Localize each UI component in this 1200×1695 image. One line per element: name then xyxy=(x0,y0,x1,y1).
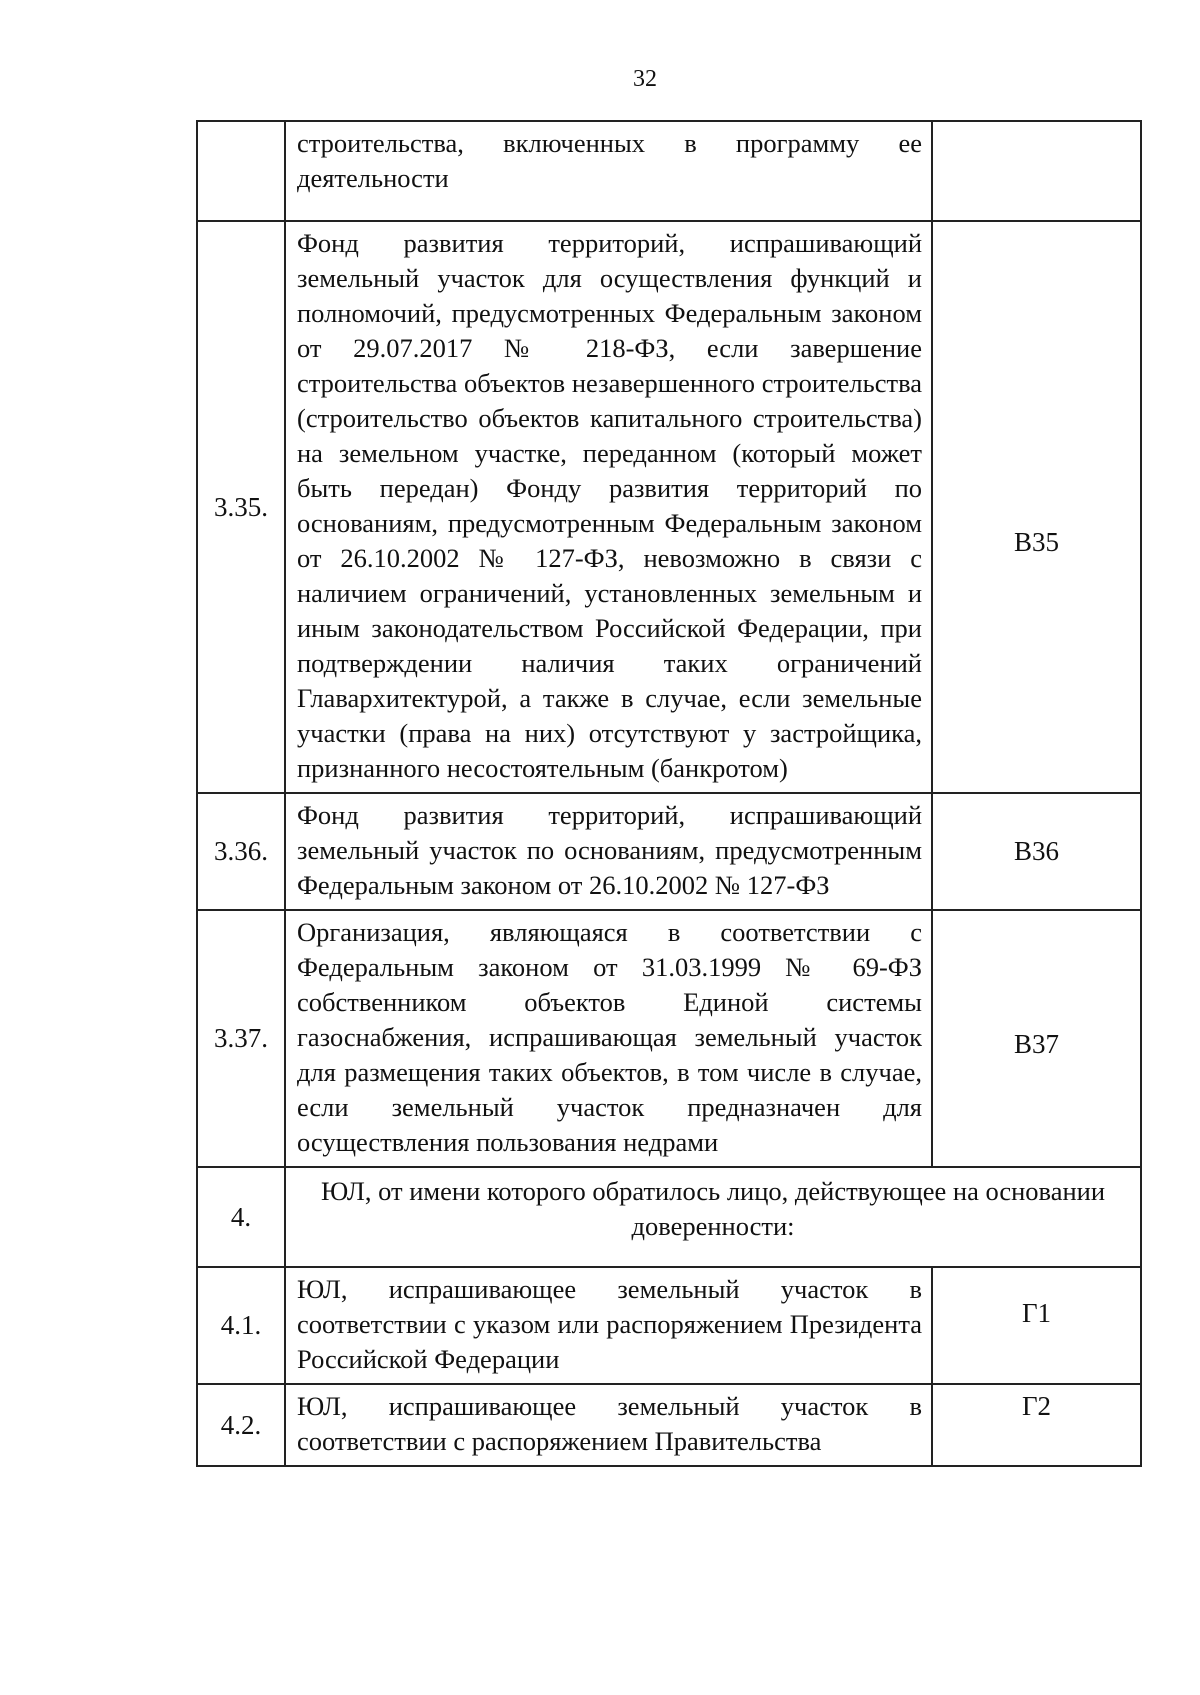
row-code-text: В37 xyxy=(1013,1029,1059,1059)
row-code-text: Г2 xyxy=(1021,1391,1052,1421)
table-row xyxy=(197,793,1141,910)
row-code xyxy=(932,221,1141,793)
row-description: строительства, включенных в программу ее деятельности xyxy=(285,121,932,221)
row-code xyxy=(932,1384,1141,1466)
row-number: 4. xyxy=(197,1167,285,1267)
row-description: ЮЛ, испрашивающее земельный участок в соответствии с распоряжением Правительства xyxy=(285,1384,932,1466)
table-row xyxy=(197,121,1141,221)
row-code xyxy=(932,793,1141,910)
row-number: 4.1. xyxy=(197,1267,285,1384)
row-description: Организация, являющаяся в соответствии с Федеральным законом от 31.03.1999 № 69-ФЗ собственником объектов Единой системы газоснабжения, испрашивающая земельный участок для размещения таких объектов, в том числе в случае, если земельный участок предназначен для осуществления пользования недрами xyxy=(285,910,932,1167)
row-number: 3.37. xyxy=(197,910,285,1167)
table-row xyxy=(197,910,1141,1167)
row-description: Фонд развития территорий, испрашивающий земельный участок по основаниям, предусмотренным Федеральным законом от 26.10.2002 № 127-ФЗ xyxy=(285,793,932,910)
row-number xyxy=(197,121,285,221)
table-row xyxy=(197,1267,1141,1384)
row-description: Фонд развития территорий, испрашивающий земельный участок для осуществления функций и полномочий, предусмотренных Федеральным законом от 29.07.2017 № 218-ФЗ, если завершение строительства объектов незавершенного строительства (строительство объектов капитального строительства) на земельном участке, переданном (который может быть передан) Фонду развития территорий по основаниям, предусмотренным Федеральным законом от 26.10.2002 № 127-ФЗ, невозможно в связи с наличием ограничений, установленных земельным и иным законодательством Российской Федерации, при подтверждении наличия таких ограничений Главархитектурой, а также в случае, если земельные участки (права на них) отсутствуют у застройщика, признанного несостоятельным (банкротом) xyxy=(285,221,932,793)
table-row xyxy=(197,1384,1141,1466)
table-row xyxy=(197,221,1141,793)
table-row xyxy=(197,1167,1141,1267)
page-number: 32 xyxy=(633,66,657,92)
row-number: 3.36. xyxy=(197,793,285,910)
row-description: ЮЛ, испрашивающее земельный участок в соответствии с указом или распоряжением Президента Российской Федерации xyxy=(285,1267,932,1384)
row-code-text: Г1 xyxy=(1021,1298,1052,1328)
row-code-text: В36 xyxy=(1013,836,1059,866)
row-code xyxy=(932,910,1141,1167)
row-code-text: В35 xyxy=(1013,527,1059,557)
row-code xyxy=(932,121,1141,221)
document-table xyxy=(196,120,1142,1467)
row-number: 3.35. xyxy=(197,221,285,793)
row-number: 4.2. xyxy=(197,1384,285,1466)
row-code xyxy=(932,1267,1141,1384)
section-heading: ЮЛ, от имени которого обратилось лицо, действующее на основании доверенности: xyxy=(285,1167,1141,1267)
